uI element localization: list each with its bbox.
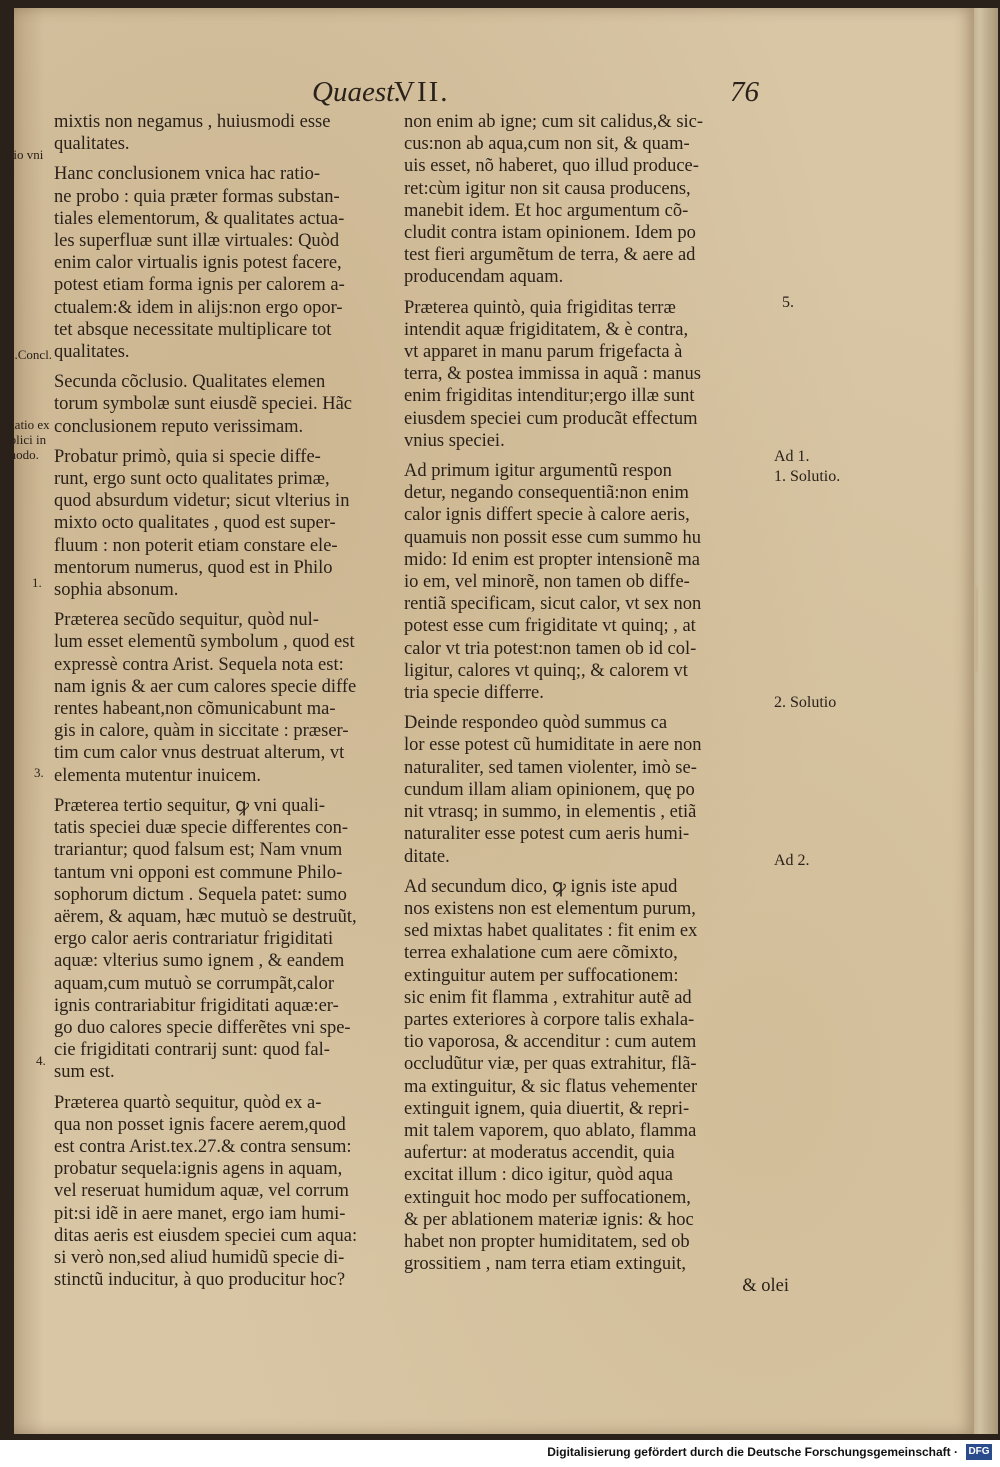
text-line: ma extinguitur, & sic flatus vehementer	[404, 1076, 698, 1097]
text-line: expressè contra Arist. Sequela nota est:	[54, 654, 344, 675]
text-line: tria specie differre.	[404, 683, 544, 704]
text-line: calor ignis differt specie à calore aeris,	[404, 505, 690, 526]
text-line: sum est.	[54, 1062, 115, 1083]
text-line: nit vtrasq; in summo, in elementis , etiã	[404, 802, 697, 823]
folio-number: 76	[730, 76, 759, 108]
text-line: aërem, & aquam, hæc mutuò se destruũt,	[54, 906, 357, 927]
text-line: non enim ab igne; cum sit calidus,& sic-	[404, 112, 704, 132]
text-line: extinguit hoc modo per suffocationem,	[404, 1187, 691, 1208]
text-line: vel reseruat humidum aquæ, vel corrum	[54, 1181, 349, 1202]
header-number: VII.	[394, 76, 450, 108]
text-line: mentorum numerus, quod est in Philo	[54, 557, 333, 578]
text-line: ditas aeris est eiusdem speciei cum aqua:	[54, 1225, 358, 1246]
text-line: vt apparet in manu parum frigefacta à	[404, 342, 683, 363]
text-line: mido: Id enim est propter intensionẽ ma	[404, 549, 700, 570]
text-line: rentes habeant,non cõmunicabunt ma-	[54, 699, 336, 720]
text-line: Probatur primò, quia si specie diffe-	[54, 446, 321, 467]
text-line: detur, negando consequentiã:non enim	[404, 483, 689, 504]
text-line: trariantur; quod falsum est; Nam vnum	[54, 840, 343, 861]
margin-note: modo.	[6, 447, 39, 462]
text-line: tatis speciei duæ specie differentes con-	[54, 818, 349, 839]
text-line: Præterea quintò, quia frigiditas terræ	[404, 297, 676, 318]
text-line: naturaliter, sed tamen violenter, imò se-	[404, 757, 697, 778]
text-line: occludũtur viæ, per quas extrahitur, flã-	[404, 1054, 697, 1075]
text-line: aquam,cum mutuò se corrumpãt,calor	[54, 973, 334, 994]
text-line: aufertur: at moderatus accendit, quia	[404, 1143, 675, 1164]
text-line: sed mixtas habet qualitates : fit enim ex	[404, 921, 698, 942]
left-column	[54, 111, 379, 1291]
text-line: cundum illam aliam opinionem, quę po	[404, 779, 695, 800]
text-line: terrea exhalatione cum aere cõmixto,	[404, 943, 678, 964]
text-line: intendit aquæ frigiditatem, & è contra,	[404, 319, 689, 340]
text-line: mit talem vaporem, quo ablato, flamma	[404, 1120, 697, 1141]
text-line: aquæ: vlterius sumo ignem , & eandem	[54, 951, 345, 972]
margin-note: 1. Solutio.	[774, 468, 841, 485]
text-line: ditate.	[404, 846, 450, 867]
text-line: potest esse cum frigiditate vt quinq; , at	[404, 616, 696, 637]
text-line: go duo calores specie differẽtes vni spe-	[54, 1017, 351, 1038]
dfg-logo: DFG	[966, 1444, 992, 1460]
margin-note: 2. Solutio	[774, 694, 837, 711]
text-line: nam ignis & aer cum calores specie diffe	[54, 676, 357, 697]
text-line: Hanc conclusionem vnica hac ratio-	[54, 164, 321, 185]
right-column	[404, 111, 789, 1298]
text-line: tim cum calor vnus destruat alterum, vt	[54, 743, 345, 764]
margin-note: Ad 2.	[774, 852, 810, 869]
text-line: sic enim fit flamma , extrahitur autẽ ad	[404, 987, 692, 1008]
text-line: manebit idem. Et hoc argumentum cõ-	[404, 200, 689, 221]
text-line: enim calor virtualis ignis potest facere,	[54, 253, 342, 274]
text-line: tio vaporosa, & accenditur : cum autem	[404, 1032, 697, 1053]
funding-note: Digitalisierung gefördert durch die Deutsche Forschungsgemeinschaft ·	[547, 1445, 958, 1459]
text-line: io em, vel minorẽ, non tamen ob diffe-	[404, 572, 690, 593]
text-line: sophia absonum.	[54, 580, 179, 601]
text-line: Præterea secũdo sequitur, quòd nul-	[54, 610, 319, 631]
text-line: rentiã specificam, sicut calor, vt sex non	[404, 594, 702, 615]
text-line: qualitates.	[54, 134, 130, 155]
margin-note: 5.	[782, 294, 794, 311]
text-line: sophorum dictum . Sequela patet: sumo	[54, 884, 347, 905]
text-line: fluum : non poterit etiam constare ele-	[54, 535, 338, 556]
text-line: lum esset elementũ symbolum , quod est	[54, 632, 355, 653]
text-line: ignis contrariabitur frigiditati aquæ:er-	[54, 995, 339, 1016]
text-line: ctualem:& idem in alijs:non ergo opor-	[54, 297, 343, 318]
digitization-footer	[0, 1440, 1000, 1467]
header-quaestio: Quaest.	[312, 76, 402, 108]
text-line: ret:cùm igitur non sit causa producens,	[404, 178, 691, 199]
margin-note: 2.Concl.	[8, 347, 53, 362]
text-line: stinctũ inducitur, à quo producitur hoc?	[54, 1270, 346, 1291]
margin-note: atio vni	[4, 147, 44, 162]
text-line: & olei	[742, 1276, 789, 1297]
text-line: grossitiem , nam terra etiam extinguit,	[404, 1254, 687, 1275]
text-line: ligitur, calores vt quinq;, & calorem vt	[404, 660, 688, 681]
margin-note: 1.	[32, 575, 42, 590]
text-line: pit:si idẽ in aere manet, ergo iam humi-	[54, 1203, 346, 1224]
text-line: nos existens non est elementum purum,	[404, 898, 696, 919]
text-line: tet absque necessitate multiplicare tot	[54, 319, 332, 340]
text-line: excitat illum : dico igitur, quòd aqua	[404, 1165, 673, 1186]
text-line: conclusionem reputo verissimam.	[54, 416, 304, 437]
text-line: potest etiam forma ignis per calorem a-	[54, 275, 345, 296]
text-line: Præterea quartò sequitur, quòd ex a-	[54, 1092, 322, 1113]
text-line: qualitates.	[54, 342, 130, 363]
text-line: cus:non ab aqua,cum non sit, & quam-	[404, 134, 690, 155]
text-line: si verò non,sed aliud humidũ specie di-	[54, 1247, 345, 1268]
margin-note: 3.	[34, 765, 44, 780]
running-header	[14, 76, 974, 112]
text-line: est contra Arist.tex.27.& contra sensum:	[54, 1136, 352, 1157]
text-line: qua non posset ignis facere aerem,quod	[54, 1114, 346, 1135]
text-line: eiusdem speciei cum producãt effectum	[404, 408, 698, 429]
book-page	[4, 8, 974, 1434]
margin-note: iplici in	[6, 432, 47, 447]
text-line: mixtis non negamus , huiusmodi esse	[54, 112, 331, 132]
text-line: calor vt tria potest:non tamen ob id col-	[404, 638, 697, 659]
text-line: tiales elementorum, & qualitates actua-	[54, 208, 345, 229]
text-line: elementa mutentur inuicem.	[54, 765, 262, 786]
text-line: gis in calore, quàm in siccitate : præser-	[54, 721, 349, 742]
text-line: Secunda cõclusio. Qualitates elemen	[54, 372, 326, 393]
text-line: les superfluæ sunt illæ virtuales: Quòd	[54, 231, 340, 252]
text-line: test fieri argumẽtum de terra, & aere ad	[404, 245, 696, 266]
text-line: cludit contra istam opinionem. Idem po	[404, 223, 696, 244]
text-line: Ad primum igitur argumentũ respon	[404, 461, 672, 482]
text-line: habet non propter humiditatem, sed ob	[404, 1231, 690, 1252]
text-line: terra, & postea immissa in aquã : manus	[404, 364, 701, 385]
text-line: extinguit ignem, quia diuertit, & repri-	[404, 1098, 690, 1119]
text-line: extinguitur autem per suffocationem:	[404, 965, 679, 986]
text-line: partes exteriores à corpore talis exhala-	[404, 1009, 695, 1030]
text-line: mixto octo qualitates , quod est super-	[54, 513, 336, 534]
text-line: Deinde respondeo quòd summus ca	[404, 713, 668, 734]
text-line: ergo calor aeris contrariatur frigiditati	[54, 929, 334, 950]
text-line: Ad secundum dico, ꝙ ignis iste apud	[404, 876, 678, 897]
text-line: runt, ergo sunt octo qualitates primæ,	[54, 469, 330, 490]
text-line: naturaliter esse potest cum aeris humi-	[404, 824, 690, 845]
text-line: Præterea tertio sequitur, ꝙ vni quali-	[54, 795, 326, 816]
text-line: enim frigiditas intenditur;ergo illæ sunt	[404, 386, 695, 407]
text-line: quamuis non possit esse cum summo hu	[404, 527, 702, 548]
text-line: uis esset, nõ haberet, quo illud produce-	[404, 156, 699, 177]
text-line: & per ablationem materiæ ignis: & hoc	[404, 1209, 694, 1230]
margin-note: a.	[6, 163, 16, 178]
text-line: cie frigiditati contrarij sunt: quod fal-	[54, 1040, 330, 1061]
margin-note: Ad 1.	[774, 448, 810, 465]
text-line: vnius speciei.	[404, 430, 505, 451]
margin-note: Ratio ex	[6, 417, 50, 432]
text-line: probatur sequela:ignis agens in aquam,	[54, 1159, 343, 1180]
text-line: ne probo : quia præter formas substan-	[54, 186, 340, 207]
text-line: lor esse potest cũ humiditate in aere non	[404, 735, 702, 756]
text-line: producendam aquam.	[404, 267, 564, 288]
text-line: tantum vni opponi est commune Philo-	[54, 862, 343, 883]
text-line: quod absurdum videtur; sicut vlterius in	[54, 491, 350, 512]
text-line: torum symbolæ sunt eiusdẽ speciei. Hãc	[54, 394, 353, 415]
margin-note: 4.	[36, 1053, 46, 1068]
